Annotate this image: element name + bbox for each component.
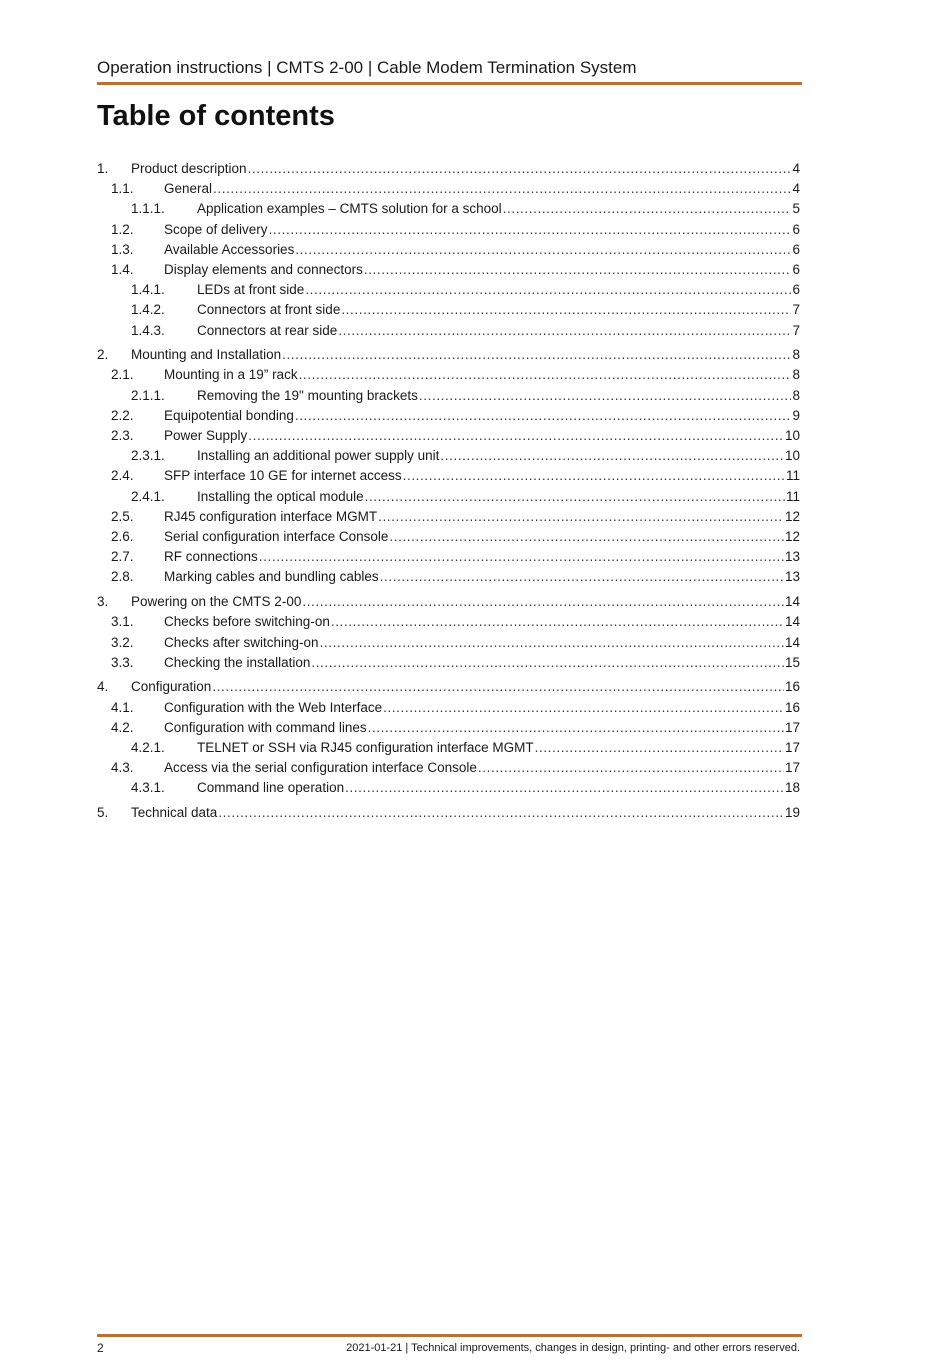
toc-entry-title: Connectors at rear side — [197, 322, 338, 338]
toc-entry-page: 18 — [784, 780, 800, 796]
toc-entry-title: Configuration — [131, 679, 212, 695]
toc-entry-page: 19 — [784, 805, 800, 821]
toc-entry-page: 6 — [792, 282, 800, 298]
toc-dot-leader — [305, 280, 791, 300]
toc-entry-title: RF connections — [164, 549, 258, 565]
toc-entry-title: Application examples – CMTS solution for a school — [197, 201, 502, 217]
toc-entry-number: 1.3. — [111, 241, 134, 257]
toc-dot-leader — [338, 321, 791, 341]
toc-entry-title: Scope of delivery — [164, 221, 268, 237]
toc-entry-page: 10 — [784, 428, 800, 444]
toc-entry-page: 9 — [792, 407, 800, 423]
toc-entry-title: Product description — [131, 161, 247, 176]
toc-entry[interactable] — [97, 300, 800, 320]
toc-entry-title: Access via the serial configuration interface Console — [164, 760, 477, 776]
toc-dot-leader — [403, 466, 785, 486]
toc-entry-title: Serial configuration interface Console — [164, 528, 389, 544]
toc-entry[interactable] — [97, 778, 800, 798]
toc-entry-number: 4.3.1. — [131, 780, 165, 796]
toc-entry-number: 3. — [97, 594, 109, 610]
toc-dot-leader — [213, 179, 791, 199]
toc-dot-leader — [365, 487, 785, 507]
toc-entry-page: 6 — [792, 241, 800, 257]
toc-dot-leader — [320, 633, 784, 653]
toc-entry-title: Equipotential bonding — [164, 407, 294, 423]
toc-entry-title: Checking the installation — [164, 654, 311, 670]
toc-entry-number: 4.1. — [111, 699, 134, 715]
toc-dot-leader — [383, 698, 784, 718]
toc-entry-page: 17 — [784, 740, 800, 756]
toc-entry-number: 1.4.1. — [131, 282, 165, 298]
toc-dot-leader — [282, 345, 791, 365]
toc-entry-title: Mounting in a 19” rack — [164, 367, 298, 383]
toc-entry-page: 14 — [784, 634, 800, 650]
toc-dot-leader — [419, 386, 792, 406]
toc-entry[interactable] — [97, 446, 800, 466]
toc-entry-number: 1.1. — [111, 181, 134, 197]
toc-entry-title: General — [164, 181, 213, 197]
toc-entry[interactable] — [97, 386, 800, 406]
toc-dot-leader — [269, 220, 792, 240]
toc-entry-page: 14 — [784, 614, 800, 630]
toc-entry-title: Power Supply — [164, 428, 248, 444]
toc-entry-title: Configuration with command lines — [164, 719, 367, 735]
running-header: Operation instructions | CMTS 2-00 | Cable Modem Termination System — [97, 58, 637, 77]
toc-dot-leader — [341, 300, 791, 320]
toc-entry-number: 3.3. — [111, 654, 134, 670]
toc-entry-number: 2.1. — [111, 367, 134, 383]
toc-entry-title: Connectors at front side — [197, 302, 341, 318]
toc-entry-title: Mounting and Installation — [131, 347, 282, 363]
toc-entry-page: 17 — [784, 760, 800, 776]
toc-entry-page: 7 — [792, 302, 800, 318]
toc-dot-leader — [535, 738, 784, 758]
toc-dot-leader — [295, 240, 791, 260]
toc-entry-title: Installing an additional power supply unit — [197, 448, 440, 464]
toc-entry-title: Configuration with the Web Interface — [164, 699, 383, 715]
toc-entry[interactable] — [97, 365, 800, 385]
toc-entry-title: Display elements and connectors — [164, 261, 363, 277]
toc-entry-number: 1.2. — [111, 221, 134, 237]
toc-entry[interactable] — [97, 220, 800, 240]
toc-entry-title: Checks before switching-on — [164, 614, 330, 630]
toc-entry[interactable] — [97, 507, 800, 527]
toc-entry[interactable] — [97, 612, 800, 632]
toc-entry-number: 2.5. — [111, 508, 134, 524]
page-title: Table of contents — [97, 100, 335, 132]
toc-entry-title: Removing the 19" mounting brackets — [197, 387, 418, 403]
toc-entry-title: SFP interface 10 GE for internet access — [164, 468, 402, 484]
toc-entry[interactable] — [97, 653, 800, 673]
toc-entry[interactable] — [97, 406, 800, 426]
toc-entry-page: 5 — [792, 201, 800, 217]
toc-entry-number: 4.2.1. — [131, 740, 165, 756]
toc-entry-page: 12 — [784, 508, 800, 524]
toc-entry[interactable] — [97, 426, 800, 446]
toc-entry-page: 6 — [792, 221, 800, 237]
toc-dot-leader — [378, 507, 784, 527]
toc-dot-leader — [212, 677, 784, 697]
toc-entry[interactable] — [97, 199, 800, 219]
toc-entry-page: 4 — [792, 181, 800, 197]
toc-entry[interactable] — [97, 698, 800, 718]
toc-entry-number: 2.8. — [111, 569, 134, 585]
toc-entry-page: 8 — [792, 347, 800, 363]
toc-dot-leader — [299, 365, 792, 385]
toc-entry[interactable] — [97, 547, 800, 567]
toc-entry-page: 16 — [784, 679, 800, 695]
toc-entry-number: 4.3. — [111, 760, 134, 776]
toc-entry-page: 10 — [784, 448, 800, 464]
toc-entry-page: 13 — [784, 549, 800, 565]
toc-dot-leader — [389, 527, 784, 547]
toc-dot-leader — [331, 612, 784, 632]
toc-dot-leader — [259, 547, 784, 567]
toc-entry[interactable] — [97, 321, 800, 341]
toc-entry-number: 2.4.1. — [131, 488, 165, 504]
toc-dot-leader — [364, 260, 792, 280]
toc-entry-title: TELNET or SSH via RJ45 configuration interface MGMT — [197, 740, 534, 756]
toc-entry-title: Powering on the CMTS 2-00 — [131, 594, 302, 610]
toc-entry-number: 3.1. — [111, 614, 134, 630]
toc-entry[interactable] — [97, 527, 800, 547]
toc-entry-page: 17 — [784, 719, 800, 735]
toc-entry-title: Marking cables and bundling cables — [164, 569, 379, 585]
toc-dot-leader — [380, 567, 784, 587]
toc-entry[interactable] — [97, 567, 800, 587]
toc-entry-number: 1.4.2. — [131, 302, 165, 318]
toc-entry-number: 2.3. — [111, 428, 134, 444]
toc-entry-title: Available Accessories — [164, 241, 295, 257]
toc-entry-number: 2.4. — [111, 468, 134, 484]
footer-note: 2021-01-21 | Technical improvements, changes in design, printing- and other errors reserved. — [346, 1342, 800, 1354]
toc-entry-page: 7 — [792, 322, 800, 338]
toc-dot-leader — [248, 159, 792, 179]
toc-entry-title: Checks after switching-on — [164, 634, 319, 650]
toc-dot-leader — [368, 718, 784, 738]
toc-entry[interactable] — [97, 260, 800, 280]
toc-entry-number: 3.2. — [111, 634, 134, 650]
toc-entry-page: 16 — [784, 699, 800, 715]
toc-entry-page: 4 — [792, 161, 800, 176]
toc-entry-page: 8 — [792, 367, 800, 383]
toc-entry-number: 1.4. — [111, 261, 134, 277]
header-rule — [97, 82, 802, 85]
toc-dot-leader — [478, 758, 784, 778]
toc-entry-title: RJ45 configuration interface MGMT — [164, 508, 378, 524]
toc-entry-number: 2.6. — [111, 528, 134, 544]
toc-entry[interactable] — [97, 159, 800, 179]
toc-entry-page: 14 — [784, 594, 800, 610]
toc-entry-number: 2.3.1. — [131, 448, 165, 464]
toc-dot-leader — [503, 199, 792, 219]
toc-entry-page: 6 — [792, 261, 800, 277]
toc-entry[interactable] — [97, 718, 800, 738]
toc-entry[interactable] — [97, 592, 800, 612]
toc-dot-leader — [311, 653, 784, 673]
toc-entry-number: 1.4.3. — [131, 322, 165, 338]
toc-entry[interactable] — [97, 280, 800, 300]
toc-dot-leader — [345, 778, 784, 798]
toc-entry-page: 12 — [784, 528, 800, 544]
toc-entry[interactable] — [97, 345, 800, 365]
toc-dot-leader — [248, 426, 784, 446]
toc-entry[interactable] — [97, 633, 800, 653]
toc-entry-number: 5. — [97, 805, 109, 821]
footer-page-number: 2 — [97, 1341, 104, 1355]
toc-entry[interactable] — [97, 179, 800, 199]
footer-rule — [97, 1334, 802, 1337]
toc-dot-leader — [295, 406, 792, 426]
toc-entry[interactable] — [97, 487, 800, 507]
toc-entry-page: 8 — [792, 387, 800, 403]
toc-entry-title: Command line operation — [197, 780, 345, 796]
toc-entry-number: 4. — [97, 679, 109, 695]
toc-entry-page: 13 — [784, 569, 800, 585]
toc-entry-title: Installing the optical module — [197, 488, 364, 504]
toc-entry[interactable] — [97, 758, 800, 778]
toc-dot-leader — [302, 592, 784, 612]
toc-entry-number: 2.1.1. — [131, 387, 165, 403]
toc-dot-leader — [440, 446, 784, 466]
toc-entry-title: LEDs at front side — [197, 282, 305, 298]
toc-entry-number: 2.7. — [111, 549, 134, 565]
toc-entry[interactable] — [97, 466, 800, 486]
toc-entry[interactable] — [97, 803, 800, 823]
toc-entry-title: Technical data — [131, 805, 218, 821]
toc-entry-page: 15 — [784, 654, 800, 670]
toc-entry[interactable] — [97, 738, 800, 758]
toc-entry[interactable] — [97, 240, 800, 260]
table-of-contents — [97, 159, 800, 823]
toc-entry-number: 2.2. — [111, 407, 134, 423]
toc-entry-number: 2. — [97, 347, 109, 363]
toc-entry-page: 11 — [785, 468, 800, 484]
toc-entry[interactable] — [97, 677, 800, 697]
toc-entry-number: 1.1.1. — [131, 201, 165, 217]
toc-entry-number: 4.2. — [111, 719, 134, 735]
toc-dot-leader — [218, 803, 784, 823]
toc-entry-page: 11 — [785, 488, 800, 504]
toc-entry-number: 1. — [97, 161, 109, 176]
